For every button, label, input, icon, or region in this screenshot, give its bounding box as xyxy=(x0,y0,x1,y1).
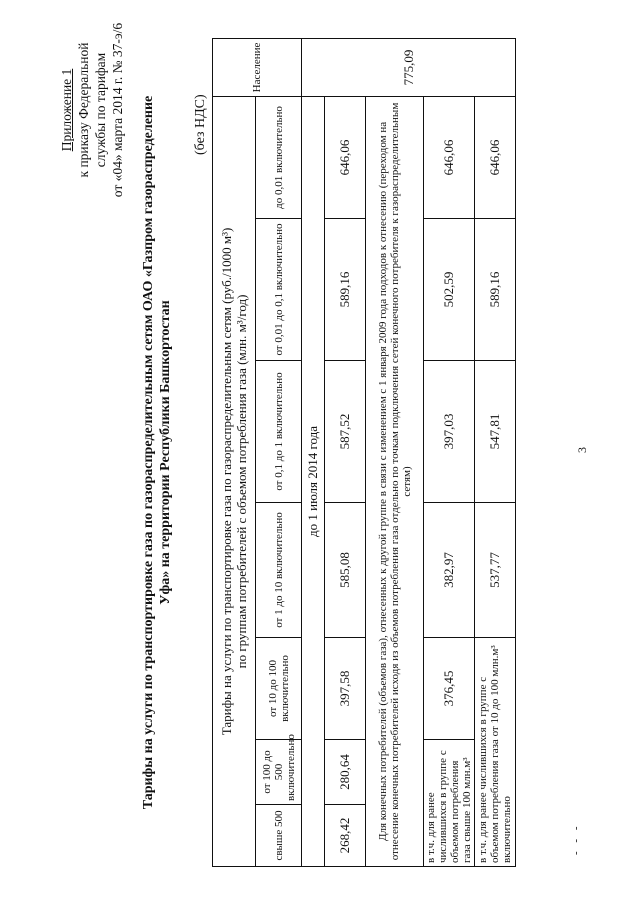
appendix-title: Приложение 1 xyxy=(59,68,74,152)
sub-row-value: 376,45 xyxy=(424,638,475,740)
vat-note: (без НДС) xyxy=(193,94,208,155)
column-header: от 100 до 500 включительно xyxy=(256,740,302,805)
table-main-header-line2: по группам потребителей с объемом потребления газа (млн. м³/год) xyxy=(234,294,249,669)
reclassification-note: Для конечных потребителей (объемов газа), отнесенных к другой группе в связи с изменением с 1 января 2009 года подходов к отнесению (переходом на отнесение конечных потребителей исходя из объемов потребления газа отдельно по точкам подключения сетей конечного потребителя к газораспределительным сетям) xyxy=(366,96,424,866)
sub-row-value: 537,77 xyxy=(475,503,516,638)
column-header: до 0,01 включительно xyxy=(256,96,302,218)
population-header: Население xyxy=(213,38,302,96)
tariff-value: 268,42 xyxy=(325,805,366,867)
tariff-value: 646,06 xyxy=(325,96,366,218)
appendix-line-date: от «04» марта 2014 г. № 37-э/6 xyxy=(110,22,125,198)
sub-row-value: 502,59 xyxy=(424,219,475,361)
sub-row-value: 589,16 xyxy=(475,219,516,361)
appendix-line-service: службы по тарифам xyxy=(93,52,108,168)
sub-row-value: 646,06 xyxy=(475,96,516,218)
column-header: от 1 до 10 включительно xyxy=(256,503,302,638)
document-title-line1: Тарифы на услуги по транспортировке газа по газораспределительным сетям ОАО «Газпром газораспределение xyxy=(141,95,156,810)
sub-row-value: 397,03 xyxy=(424,361,475,503)
column-header: от 0,1 до 1 включительно xyxy=(256,361,302,503)
sub-row-label: в т.ч. для ранее числившихся в группе с объемом потребления газа от 10 до 100 млн.м³ включительно xyxy=(475,638,516,867)
tariff-table xyxy=(212,38,516,867)
tariff-value: 587,52 xyxy=(325,361,366,503)
document-title xyxy=(140,40,174,865)
tariff-value: 585,08 xyxy=(325,503,366,638)
sub-row-label: в т.ч. для ранее числившихся в группе с объемом потребления газа свыше 100 млн.м³ xyxy=(424,740,475,867)
appendix-line-order: к приказу Федеральной xyxy=(76,42,91,178)
column-header: от 0,01 до 0,1 включительно xyxy=(256,219,302,361)
appendix-header xyxy=(58,5,126,215)
tariff-value: 397,58 xyxy=(325,638,366,740)
document-title-line2: Уфа» на территории Республики Башкортостан xyxy=(158,300,173,605)
population-value: 775,09 xyxy=(302,38,516,96)
period-label: до 1 июля 2014 года xyxy=(302,96,325,866)
column-header: от 10 до 100 включительно xyxy=(256,638,302,740)
table-main-header-line1: Тарифы на услуги по транспортировке газа по газораспределительным сетям (руб./1000 м³) xyxy=(219,227,234,736)
page-number: 3 xyxy=(575,447,589,453)
sub-row-value: 382,97 xyxy=(424,503,475,638)
tariff-value: 589,16 xyxy=(325,219,366,361)
margin-marks: - - - xyxy=(570,823,582,855)
sub-row-value: 646,06 xyxy=(424,96,475,218)
column-header: свыше 500 xyxy=(256,805,302,867)
table-main-header xyxy=(213,96,256,866)
sub-row-value: 547,81 xyxy=(475,361,516,503)
tariff-value: 280,64 xyxy=(325,740,366,805)
